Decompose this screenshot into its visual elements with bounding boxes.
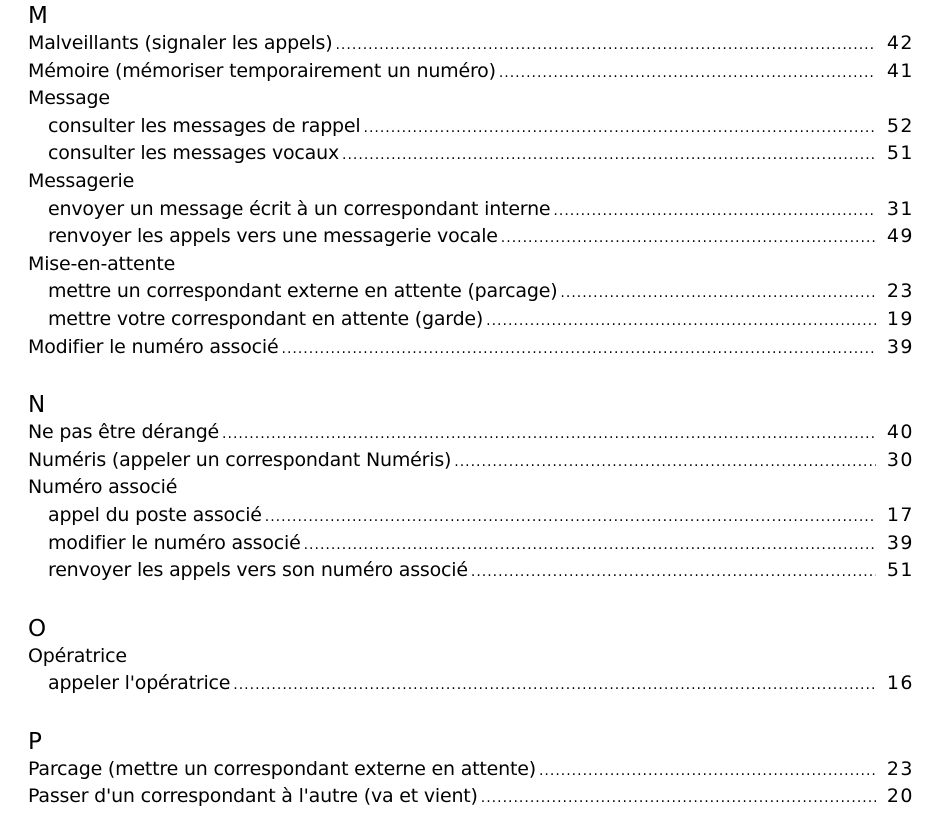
- entry-page-number: 41: [886, 59, 914, 82]
- index-subentry: [28, 223, 914, 251]
- entry-page-number: 30: [886, 448, 914, 471]
- index-entry: [28, 30, 914, 58]
- dot-leader: [222, 421, 876, 449]
- index-entry: [28, 419, 914, 447]
- dot-leader: [454, 449, 876, 477]
- entry-label: Mise-en-attente: [28, 252, 176, 275]
- index-heading-entry: [28, 643, 914, 671]
- section-letter: M: [28, 3, 48, 29]
- index-entry: [28, 334, 914, 362]
- entry-label: mettre votre correspondant en attente (garde): [48, 307, 484, 330]
- entry-page-number: 52: [886, 114, 914, 137]
- index-subentry: [28, 670, 914, 698]
- entry-page-number: 51: [886, 142, 914, 165]
- section-gap: [28, 698, 914, 726]
- index-heading-entry: [28, 474, 914, 502]
- dot-leader: [342, 142, 876, 170]
- dot-leader: [499, 60, 876, 88]
- entry-label: Malveillants (signaler les appels): [28, 32, 333, 54]
- section-gap: [28, 361, 914, 389]
- dot-leader: [539, 758, 876, 786]
- entry-label: modifier le numéro associé: [48, 531, 301, 554]
- dot-leader: [501, 225, 876, 253]
- dot-leader: [486, 308, 876, 336]
- entry-page-number: 40: [886, 421, 914, 444]
- entry-label: envoyer un message écrit à un correspondant interne: [48, 197, 551, 220]
- index-section-n: [28, 389, 914, 585]
- entry-label: Numéris (appeler un correspondant Numéris): [28, 448, 452, 471]
- index-heading-entry: [28, 251, 914, 279]
- index-page: [28, 0, 914, 811]
- entry-label: Messagerie: [28, 169, 135, 192]
- entry-label: Message: [28, 87, 110, 110]
- entry-label: mettre un correspondant externe en attente (parcage): [48, 280, 558, 303]
- dot-leader: [553, 198, 876, 226]
- entry-label: Parcage (mettre un correspondant externe en attente): [28, 757, 536, 780]
- index-subentry: [28, 530, 914, 558]
- entry-label: Mémoire (mémoriser temporairement un numéro): [28, 59, 496, 82]
- entry-label: appeler l'opératrice: [48, 672, 231, 695]
- entry-label: appel du poste associé: [48, 503, 262, 526]
- entry-page-number: 20: [886, 785, 914, 808]
- entry-page-number: 23: [886, 280, 914, 303]
- dot-leader: [304, 532, 876, 560]
- index-entry: [28, 447, 914, 475]
- entry-label: Opératrice: [28, 644, 127, 667]
- dot-leader: [282, 336, 877, 364]
- index-subentry: [28, 196, 914, 224]
- entry-label: consulter les messages de rappel: [48, 114, 361, 137]
- entry-label: Passer d'un correspondant à l'autre (va et vient): [28, 785, 478, 808]
- section-letter: P: [28, 728, 42, 755]
- entry-label: renvoyer les appels vers une messagerie vocale: [48, 225, 498, 248]
- index-heading-entry: [28, 85, 914, 113]
- entry-label: Ne pas être dérangé: [28, 421, 220, 444]
- index-entry: [28, 783, 914, 811]
- dot-leader: [233, 672, 876, 700]
- entry-label: Modifier le numéro associé: [28, 335, 279, 358]
- entry-page-number: 17: [886, 503, 914, 526]
- index-section-p: [28, 726, 914, 811]
- dot-leader: [481, 785, 876, 813]
- dot-leader: [560, 280, 876, 308]
- index-heading-entry: [28, 168, 914, 196]
- section-letter: N: [28, 392, 46, 419]
- index-subentry: [28, 502, 914, 530]
- entry-page-number: 23: [886, 757, 914, 780]
- entry-page-number: 19: [886, 307, 914, 330]
- index-section-o: [28, 613, 914, 698]
- index-entry: [28, 58, 914, 86]
- dot-leader: [265, 504, 876, 532]
- dot-leader: [335, 32, 876, 60]
- index-section-m: [28, 0, 914, 361]
- dot-leader: [364, 115, 877, 143]
- entry-label: renvoyer les appels vers son numéro associé: [48, 559, 468, 582]
- index-subentry: [28, 113, 914, 141]
- index-subentry: [28, 557, 914, 585]
- entry-page-number: 51: [886, 559, 914, 582]
- index-entry: [28, 756, 914, 784]
- entry-label: Numéro associé: [28, 476, 178, 499]
- entry-page-number: 39: [886, 531, 914, 554]
- entry-page-number: 31: [886, 197, 914, 220]
- entry-page-number: 42: [886, 32, 914, 54]
- entry-label: consulter les messages vocaux: [48, 142, 340, 165]
- index-subentry: [28, 278, 914, 306]
- index-subentry: [28, 140, 914, 168]
- entry-page-number: 16: [886, 672, 914, 695]
- dot-leader: [471, 559, 876, 587]
- entry-page-number: 49: [886, 225, 914, 248]
- section-gap: [28, 585, 914, 613]
- index-subentry: [28, 306, 914, 334]
- entry-page-number: 39: [886, 335, 914, 358]
- section-letter: O: [28, 615, 47, 642]
